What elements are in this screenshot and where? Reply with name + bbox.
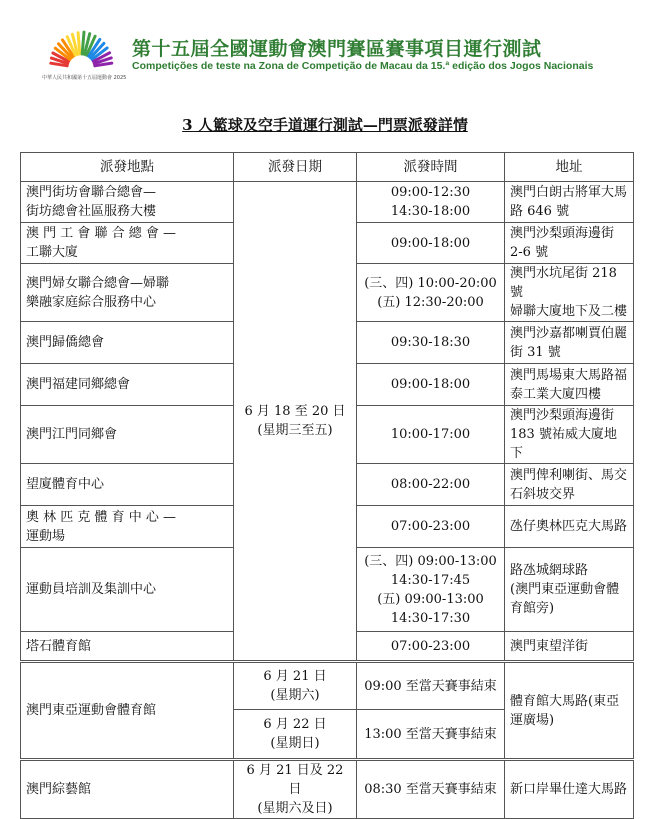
address-cell: 澳門沙嘉都喇賈伯麗 街 31 號 xyxy=(505,322,634,364)
address-cell: 澳門沙梨頭海邊街 2-6 號 xyxy=(505,223,634,264)
date-cell: 6 月 22 日 (星期日) xyxy=(234,710,357,760)
logo-caption: 中華人民共和國第十五屆運動會 2025 xyxy=(42,75,127,81)
header-date: 派發日期 xyxy=(234,153,357,182)
table-row xyxy=(21,182,634,223)
header-time: 派發時間 xyxy=(357,153,505,182)
time-cell: 08:30 至當天賽事結束 xyxy=(357,760,505,819)
time-cell: 10:00-17:00 xyxy=(357,406,505,464)
time-cell: 08:00-22:00 xyxy=(357,464,505,506)
document-title: 3 人籃球及空手道運行測試—門票派發詳情 xyxy=(182,116,468,134)
address-cell: 澳門水坑尾街 218 號 婦聯大廈地下及二樓 xyxy=(505,264,634,322)
location-cell: 澳門婦女聯合總會—婦聯 樂融家庭綜合服務中心 xyxy=(21,264,234,322)
address-cell: 澳門沙梨頭海邊街 183 號祐威大廈地下 xyxy=(505,406,634,464)
header-address: 地址 xyxy=(505,153,634,182)
logo-petal xyxy=(82,32,84,54)
date-cell: 6 月 21 日及 22 日 (星期六及日) xyxy=(234,760,357,819)
address-cell: 體育館大馬路(東亞 運廣場) xyxy=(505,662,634,760)
header-location: 派發地點 xyxy=(21,153,234,182)
time-cell: (三、四) 10:00-20:00 (五) 12:30-20:00 xyxy=(357,264,505,322)
location-cell: 望廈體育中心 xyxy=(21,464,234,506)
location-cell: 澳門歸僑總會 xyxy=(21,322,234,364)
address-cell: 新口岸畢仕達大馬路 xyxy=(505,760,634,819)
time-cell: 09:30-18:30 xyxy=(357,322,505,364)
address-cell: 澳門東望洋街 xyxy=(505,632,634,662)
location-cell: 澳門街坊會聯合總會— 街坊總會社區服務大樓 xyxy=(21,182,234,223)
date-cell-group: 6 月 18 至 20 日 (星期三至五) xyxy=(234,182,357,662)
time-cell: (三、四) 09:00-13:00 14:30-17:45 (五) 09:00-13:00 14:30-17:30 xyxy=(357,548,505,632)
header-title-chinese: 第十五屆全國運動會澳門賽區賽事項目運行測試 xyxy=(132,38,542,60)
location-cell: 運動員培訓及集訓中心 xyxy=(21,548,234,632)
time-cell: 13:00 至當天賽事結束 xyxy=(357,710,505,760)
logo-petal xyxy=(78,33,80,54)
table-row xyxy=(21,662,634,710)
address-cell: 澳門馬場東大馬路福 泰工業大廈四樓 xyxy=(505,364,634,406)
time-cell: 07:00-23:00 xyxy=(357,632,505,662)
time-cell: 09:00-12:30 14:30-18:00 xyxy=(357,182,505,223)
header-title-portuguese: Competições de teste na Zona de Competição de Macau da 15.ª edição dos Jogos Nacionais xyxy=(132,60,594,72)
location-cell: 澳門江門同鄉會 xyxy=(21,406,234,464)
address-cell: 氹仔奧林匹克大馬路 xyxy=(505,506,634,548)
time-cell: 07:00-23:00 xyxy=(357,506,505,548)
games-logo-icon xyxy=(42,22,120,74)
games-logo xyxy=(42,22,127,92)
date-cell: 6 月 21 日 (星期六) xyxy=(234,662,357,710)
address-cell: 澳門白朗古將軍大馬 路 646 號 xyxy=(505,182,634,223)
location-cell: 塔石體育館 xyxy=(21,632,234,662)
header xyxy=(0,0,650,100)
address-cell: 澳門俾利喇街、馬交 石斜坡交界 xyxy=(505,464,634,506)
table-row xyxy=(21,760,634,819)
address-cell: 路氹城網球路 (澳門東亞運動會體 育館旁) xyxy=(505,548,634,632)
time-cell: 09:00-18:00 xyxy=(357,223,505,264)
table-header-row xyxy=(21,153,634,182)
location-cell: 澳門東亞運動會體育館 xyxy=(21,662,234,760)
time-cell: 09:00-18:00 xyxy=(357,364,505,406)
location-cell: 澳門福建同鄉總會 xyxy=(21,364,234,406)
location-cell: 澳門綜藝館 xyxy=(21,760,234,819)
location-cell: 奧 林 匹 克 體 育 中 心 — 運動場 xyxy=(21,506,234,548)
location-cell: 澳 門 工 會 聯 合 總 會 — 工聯大廈 xyxy=(21,223,234,264)
time-cell: 09:00 至當天賽事結束 xyxy=(357,662,505,710)
ticket-distribution-table xyxy=(20,152,634,819)
